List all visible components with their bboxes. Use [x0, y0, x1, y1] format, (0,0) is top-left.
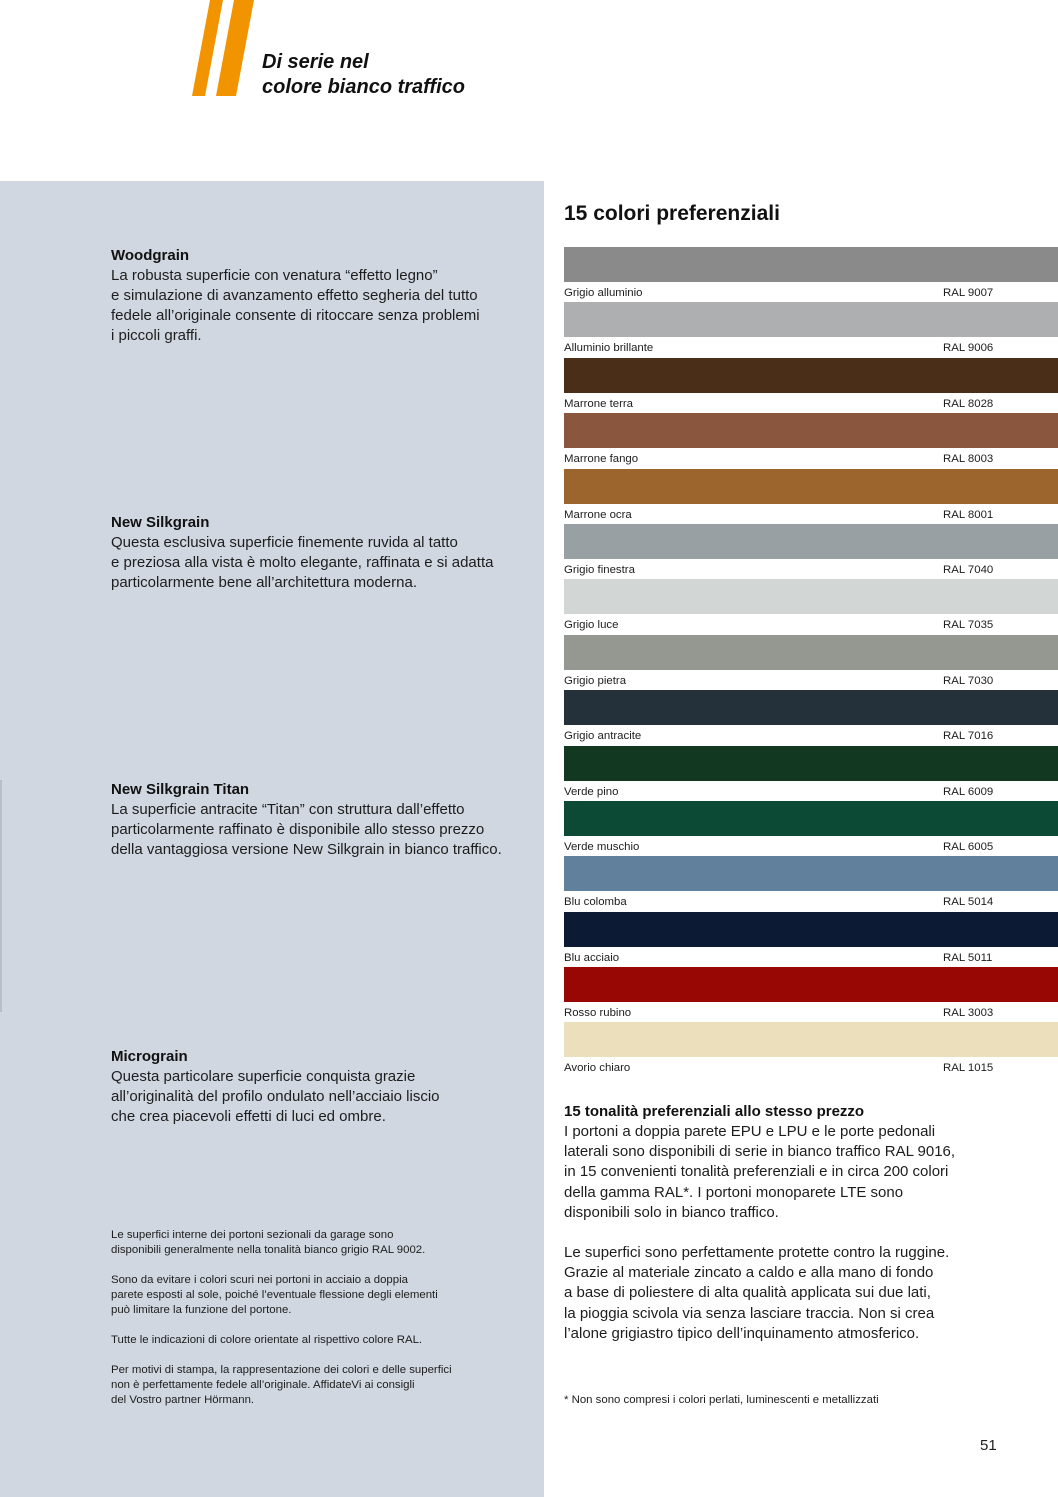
ral-code: RAL 5014 — [943, 896, 994, 909]
color-swatch-row — [564, 469, 1058, 524]
text-line: che crea piacevoli effetti di luci ed ombre. — [111, 1108, 386, 1125]
text-line: fedele all’originale consente di ritoccare senza problemi — [111, 307, 480, 324]
surface-description — [111, 266, 531, 346]
note — [111, 1228, 531, 1258]
page-number: 51 — [980, 1437, 997, 1454]
color-swatch-row — [564, 579, 1058, 634]
ral-code: RAL 7040 — [943, 563, 994, 576]
color-swatch — [564, 856, 1058, 891]
ral-code: RAL 7030 — [943, 674, 994, 687]
color-name: Marrone fango — [564, 453, 639, 466]
text-line: della gamma RAL*. I portoni monoparete LTE sono — [564, 1183, 904, 1201]
color-swatch-list — [564, 247, 1058, 1078]
price-section-title: 15 tonalità preferenziali allo stesso prezzo — [564, 1103, 865, 1120]
text-line: la pioggia scivola via senza lasciare traccia. Non si crea — [564, 1304, 935, 1322]
ral-code: RAL 7016 — [943, 730, 994, 743]
color-swatch-row — [564, 247, 1058, 302]
note — [111, 1333, 531, 1348]
color-name: Grigio luce — [564, 619, 619, 632]
ral-code: RAL 7035 — [943, 619, 994, 632]
color-name: Rosso rubino — [564, 1007, 632, 1020]
text-line: della vantaggiosa versione New Silkgrain in bianco traffico. — [111, 841, 502, 858]
text-line: all’originalità del profilo ondulato nell’acciaio liscio — [111, 1088, 440, 1105]
surface-description — [111, 800, 531, 860]
text-line: La robusta superficie con venatura “effetto legno” — [111, 267, 438, 284]
surface-description — [111, 533, 531, 593]
price-section — [564, 1102, 1004, 1364]
color-swatch — [564, 413, 1058, 448]
ral-code: RAL 8001 — [943, 508, 994, 521]
surface-description — [111, 1067, 531, 1127]
color-swatch — [564, 912, 1058, 947]
color-swatch-row — [564, 1022, 1058, 1077]
color-swatch — [564, 302, 1058, 337]
text-line: laterali sono disponibili di serie in bianco traffico RAL 9016, — [564, 1143, 956, 1161]
orange-stripes-logo — [190, 0, 260, 98]
text-line: particolarmente raffinato è disponibile allo stesso prezzo — [111, 821, 485, 838]
surface-woodgrain — [111, 246, 531, 346]
color-swatch-row — [564, 358, 1058, 413]
text-line: Grazie al materiale zincato a caldo e alla mano di fondo — [564, 1264, 934, 1282]
color-swatch-row — [564, 413, 1058, 468]
stripe-right — [216, 0, 254, 96]
color-swatch — [564, 635, 1058, 670]
color-swatch — [564, 967, 1058, 1002]
color-swatch-row — [564, 856, 1058, 911]
panel-edge-line — [0, 780, 2, 1012]
surface-micrograin — [111, 1047, 531, 1127]
text-line: disponibili solo in bianco traffico. — [564, 1203, 779, 1221]
page-title-line-1: Di serie nel — [262, 51, 369, 73]
footnote: * Non sono compresi i colori perlati, luminescenti e metallizzati — [564, 1394, 879, 1406]
text-line: i piccoli graffi. — [111, 327, 202, 344]
ral-code: RAL 8003 — [943, 453, 994, 466]
text-line: Sono da evitare i colori scuri nei portoni in acciaio a doppia — [111, 1274, 408, 1286]
color-name: Blu colomba — [564, 896, 627, 909]
color-swatch — [564, 524, 1058, 559]
text-line: a base di poliestere di alta qualità applicata sui due lati, — [564, 1284, 931, 1302]
color-name: Grigio alluminio — [564, 287, 643, 299]
color-name: Grigio pietra — [564, 674, 627, 687]
color-name: Alluminio brillante — [564, 342, 654, 355]
text-line: I portoni a doppia parete EPU e LPU e le porte pedonali — [564, 1123, 936, 1140]
color-swatch — [564, 801, 1058, 836]
ral-code: RAL 6009 — [943, 785, 994, 798]
text-line: La superficie antracite “Titan” con struttura dall’effetto — [111, 801, 465, 818]
color-name: Avorio chiaro — [564, 1062, 631, 1075]
color-swatch — [564, 358, 1058, 393]
ral-code: RAL 9007 — [943, 287, 994, 299]
surface-title: Micrograin — [111, 1048, 188, 1065]
text-line: disponibili generalmente nella tonalità bianco grigio RAL 9002. — [111, 1244, 426, 1256]
text-line: Le superfici sono perfettamente protette contro la ruggine. — [564, 1244, 950, 1262]
text-line: Questa particolare superficie conquista grazie — [111, 1068, 416, 1085]
text-line: Questa esclusiva superficie finemente ruvida al tatto — [111, 534, 458, 551]
surface-title: Woodgrain — [111, 247, 190, 264]
ral-code: RAL 8028 — [943, 397, 994, 410]
color-swatch — [564, 746, 1058, 781]
surface-new-silkgrain — [111, 513, 531, 593]
color-swatch-row — [564, 635, 1058, 690]
text-line: del Vostro partner Hörmann. — [111, 1394, 255, 1406]
ral-code: RAL 9006 — [943, 342, 994, 355]
color-swatch-row — [564, 801, 1058, 856]
color-swatch-row — [564, 912, 1058, 967]
text-line: in 15 convenienti tonalità preferenziali e in circa 200 colori — [564, 1163, 949, 1181]
colors-section-title: 15 colori preferenziali — [564, 202, 780, 225]
color-swatch-row — [564, 967, 1058, 1022]
color-swatch — [564, 1022, 1058, 1057]
color-name: Grigio finestra — [564, 563, 635, 576]
color-swatch — [564, 469, 1058, 504]
color-name: Verde pino — [564, 785, 619, 798]
notes — [111, 1228, 531, 1423]
ral-code: RAL 5011 — [943, 951, 993, 964]
price-paragraph — [564, 1122, 1004, 1223]
color-swatch — [564, 690, 1058, 725]
text-line: Le superfici interne dei portoni sezionali da garage sono — [111, 1229, 394, 1241]
color-swatch-row — [564, 746, 1058, 801]
stripe-left — [192, 0, 223, 96]
text-line: non è perfettamente fedele all’originale. AffidateVi ai consigli — [111, 1379, 415, 1391]
text-line: può limitare la funzione del portone. — [111, 1304, 292, 1316]
text-line: e simulazione di avanzamento effetto segheria del tutto — [111, 287, 478, 304]
color-name: Blu acciaio — [564, 951, 620, 964]
color-swatch-row — [564, 524, 1058, 579]
note — [111, 1273, 531, 1318]
color-name: Grigio antracite — [564, 730, 642, 743]
page-title-line-2: colore bianco traffico — [262, 76, 466, 98]
surface-title: New Silkgrain — [111, 514, 210, 531]
text-line: e preziosa alla vista è molto elegante, raffinata e si adatta — [111, 554, 494, 571]
text-line: particolarmente bene all’architettura moderna. — [111, 574, 417, 591]
text-line: l’alone grigiastro tipico dell’inquinamento atmosferico. — [564, 1324, 920, 1342]
color-name: Marrone terra — [564, 397, 634, 410]
color-name: Verde muschio — [564, 840, 640, 853]
protection-paragraph — [564, 1243, 1004, 1344]
surface-title: New Silkgrain Titan — [111, 781, 250, 798]
note — [111, 1363, 531, 1408]
ral-code: RAL 6005 — [943, 840, 994, 853]
ral-code: RAL 1015 — [943, 1062, 994, 1075]
surface-new-silkgrain-titan — [111, 780, 531, 860]
color-swatch-row — [564, 690, 1058, 745]
color-swatch — [564, 579, 1058, 614]
color-name: Marrone ocra — [564, 508, 632, 521]
color-swatch-row — [564, 302, 1058, 357]
text-line: Per motivi di stampa, la rappresentazione dei colori e delle superfici — [111, 1364, 452, 1376]
text-line: Tutte le indicazioni di colore orientate al rispettivo colore RAL. — [111, 1334, 423, 1346]
color-swatch — [564, 247, 1058, 282]
page-title — [262, 50, 465, 100]
ral-code: RAL 3003 — [943, 1007, 994, 1020]
text-line: parete esposti al sole, poiché l’eventuale flessione degli elementi — [111, 1289, 438, 1301]
